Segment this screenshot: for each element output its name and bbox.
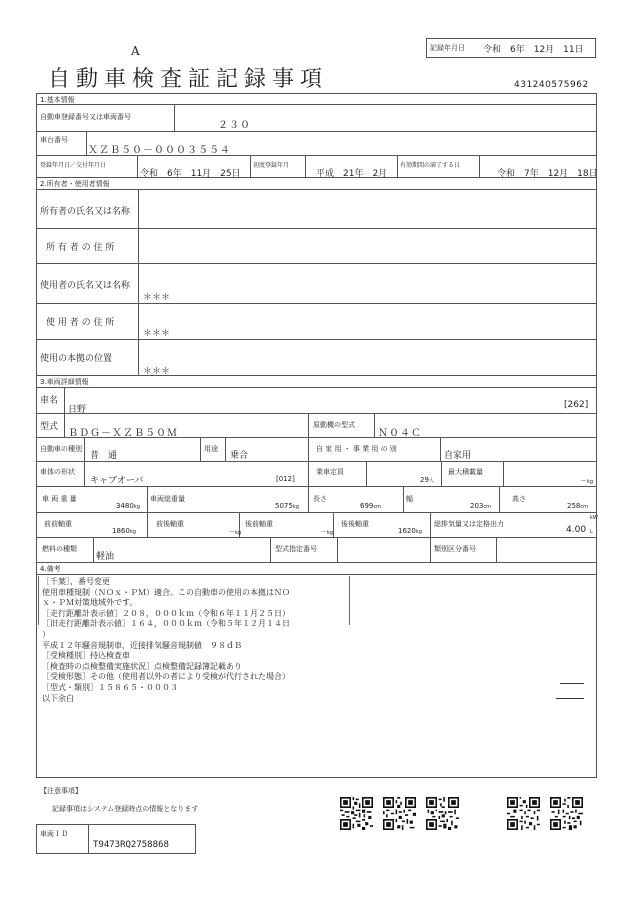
margin-stroke [556, 698, 584, 699]
max-load-number: － [580, 477, 587, 485]
capacity-unit: 人 [428, 478, 434, 484]
front-front-axle-label: 前前軸重 [44, 520, 72, 528]
qr-code [340, 797, 373, 830]
fuel-label: 燃料の種類 [42, 545, 77, 553]
usage-value: 乗合 [230, 451, 249, 461]
maker-label: 車名 [40, 396, 59, 406]
record-date-box [426, 38, 596, 58]
expiry-value: 令和 7年 12月 18日 [497, 169, 598, 179]
user-address-label: 使 用 者 の 住 所 [46, 318, 115, 328]
capacity-label: 乗車定員 [316, 468, 344, 476]
gross-weight-unit: kg [292, 504, 299, 510]
fr-number: － [228, 528, 235, 536]
remark-line: 以下余白 [42, 693, 74, 703]
gross-weight-number: 5075 [275, 502, 293, 510]
base-location-label: 使用の本拠の位置 [40, 354, 113, 364]
width-value [470, 502, 491, 510]
kind-value: 普 通 [90, 451, 118, 461]
vehicle-id-box [36, 824, 196, 854]
capacity-value [420, 476, 434, 484]
maker-value: 日野 [68, 405, 87, 415]
section-owner-heading: 2.所有者・使用者情報 [40, 180, 110, 188]
length-number: 699 [360, 502, 374, 510]
rr-number: 1620 [398, 527, 416, 535]
model-value: ＢＤＧ－ＸＺＢ５０Ｍ [68, 428, 178, 439]
width-unit: cm [483, 504, 491, 510]
user-name-value: ＊＊＊ [143, 293, 171, 303]
type-designation-label: 型式指定番号 [275, 545, 317, 553]
vehicle-id-value: T9473RQ2758868 [93, 840, 169, 850]
reg-date-value: 令和 6年 11月 25日 [140, 169, 241, 179]
length-value [360, 502, 381, 510]
weight-label: 車 両 重 量 [42, 495, 77, 503]
rear-front-axle-value [320, 527, 333, 537]
rf-number: － [320, 528, 327, 536]
remark-line: 使用車種規制（ＮＯｘ・ＰＭ）適合。この自動車の使用の本拠はＮＯ [42, 587, 290, 597]
section-remarks-heading: 4.備考 [40, 565, 61, 573]
gross-weight-label: 車両総重量 [150, 495, 185, 503]
remark-line: ［走行距離計表示値］２０８，０００ｋｍ（令和６年１１月２５日） [42, 608, 290, 618]
user-address-value: ＊＊＊ [143, 329, 171, 339]
reg-number-value: ２３０ [218, 120, 251, 131]
fuel-value: 軽油 [96, 552, 115, 562]
max-load-value [580, 476, 593, 486]
reg-number-label: 自動車登録番号又は車両番号 [40, 113, 131, 121]
remark-line: ［千葉］，番号変更 [42, 577, 110, 586]
displacement-unit-top: kW [590, 515, 598, 521]
displacement-unit-bottom: L [590, 529, 593, 535]
maker-code: [262] [564, 400, 589, 410]
page-title: 自動車検査証記録事項 [48, 67, 329, 92]
gross-weight-value [275, 502, 299, 510]
body-value: キャブオーバ [90, 476, 144, 486]
base-location-value: ＊＊＊ [143, 367, 171, 377]
section-basic-heading: 1.基本情報 [40, 96, 75, 104]
max-load-unit: kg [587, 479, 594, 485]
owner-name-label: 所有者の氏名又は名称 [40, 207, 131, 217]
displacement-value: 4.00 [566, 525, 587, 535]
usage-label: 用途 [204, 445, 218, 453]
body-code: [012] [276, 475, 295, 483]
height-value [567, 502, 588, 510]
expiry-label: 有効期間の満了する日 [400, 162, 461, 169]
remark-line: ） [42, 629, 50, 639]
length-unit: cm [373, 504, 381, 510]
remark-line: ［型式・類別］１５８６５・０００３ [42, 682, 178, 692]
first-reg-label: 初度登録年月 [253, 162, 290, 169]
engine-label: 原動機の型式 [313, 421, 355, 429]
record-date-value: 令和 6年 12月 11日 [483, 45, 584, 55]
class-number-label: 類別区分番号 [434, 545, 476, 553]
rr-unit: kg [415, 529, 422, 535]
max-load-label: 最大積載量 [448, 468, 483, 476]
width-number: 203 [470, 502, 484, 510]
remarks-bracket [38, 576, 350, 625]
weight-value [116, 502, 140, 510]
owner-address-label: 所 有 者 の 住 所 [46, 243, 115, 253]
front-front-axle-value [112, 527, 136, 535]
notice-text: 記録事項はシステム登録時点の情報となります [52, 805, 199, 813]
width-label: 幅 [406, 495, 413, 503]
remark-line: ［受検形態］その他（使用者以外の者により受検が代行された場合） [42, 672, 290, 682]
chassis-label: 車台番号 [40, 136, 68, 144]
vehicle-id-label: 車両ＩＤ [40, 830, 68, 838]
weight-number: 3480 [116, 502, 134, 510]
kind-label: 自動車の種別 [40, 445, 82, 453]
length-label: 長さ [313, 495, 327, 503]
body-label: 車体の形状 [40, 468, 75, 476]
purpose-value: 自家用 [444, 451, 472, 461]
remark-line: ［旧走行距離計表示値］１６４，０００ｋｍ（令和５年１２月１４日 [42, 619, 290, 629]
reg-date-label: 登録年月日／交付年月日 [40, 162, 107, 169]
chassis-value: ＸＺＢ５０－０００３５５４ [88, 145, 231, 156]
remark-line: 平成１２年騒音規制車，近接排気騒音規制値 ９８ｄＢ [42, 640, 242, 650]
record-date-label: 記録年月日 [430, 44, 465, 52]
displacement-label: 総排気量又は定格出力 [434, 520, 504, 528]
qr-code [426, 797, 459, 830]
engine-value: Ｎ０４Ｃ [378, 428, 422, 439]
document-number: 431240575962 [514, 80, 589, 90]
weight-unit: kg [133, 504, 140, 510]
rear-front-axle-label: 後前軸重 [245, 520, 273, 528]
qr-code [507, 797, 540, 830]
qr-code [550, 797, 583, 830]
first-reg-value: 平成 21年 2月 [316, 169, 388, 179]
margin-stroke [560, 683, 584, 684]
ff-number: 1860 [112, 527, 130, 535]
height-label: 高さ [512, 495, 526, 503]
remark-line: ｘ・ＰＭ対策地域外です。 [42, 598, 138, 608]
fr-unit: kg [235, 530, 242, 536]
capacity-number: 29 [420, 476, 429, 484]
remark-line: ［受検種別］持込検査車 [42, 651, 130, 661]
qr-code [383, 797, 416, 830]
model-label: 型式 [40, 422, 59, 432]
purpose-label: 自 家 用 ・ 事 業 用 の 別 [316, 445, 397, 453]
height-unit: cm [580, 504, 588, 510]
rear-rear-axle-label: 後後軸重 [341, 520, 369, 528]
user-name-label: 使用者の氏名又は名称 [40, 281, 131, 291]
section-vehicle-heading: 3.車両詳細情報 [40, 378, 89, 386]
remark-line: ［検査時の点検整備実施状況］点検整備記録簿記載あり [42, 661, 242, 671]
notice-heading: 【注意事項】 [40, 787, 82, 795]
height-number: 258 [567, 502, 581, 510]
form-mark: A [131, 44, 140, 58]
rf-unit: kg [327, 530, 334, 536]
front-rear-axle-value [228, 527, 241, 537]
front-rear-axle-label: 前後軸重 [156, 520, 184, 528]
rear-rear-axle-value [398, 527, 422, 535]
ff-unit: kg [129, 529, 136, 535]
